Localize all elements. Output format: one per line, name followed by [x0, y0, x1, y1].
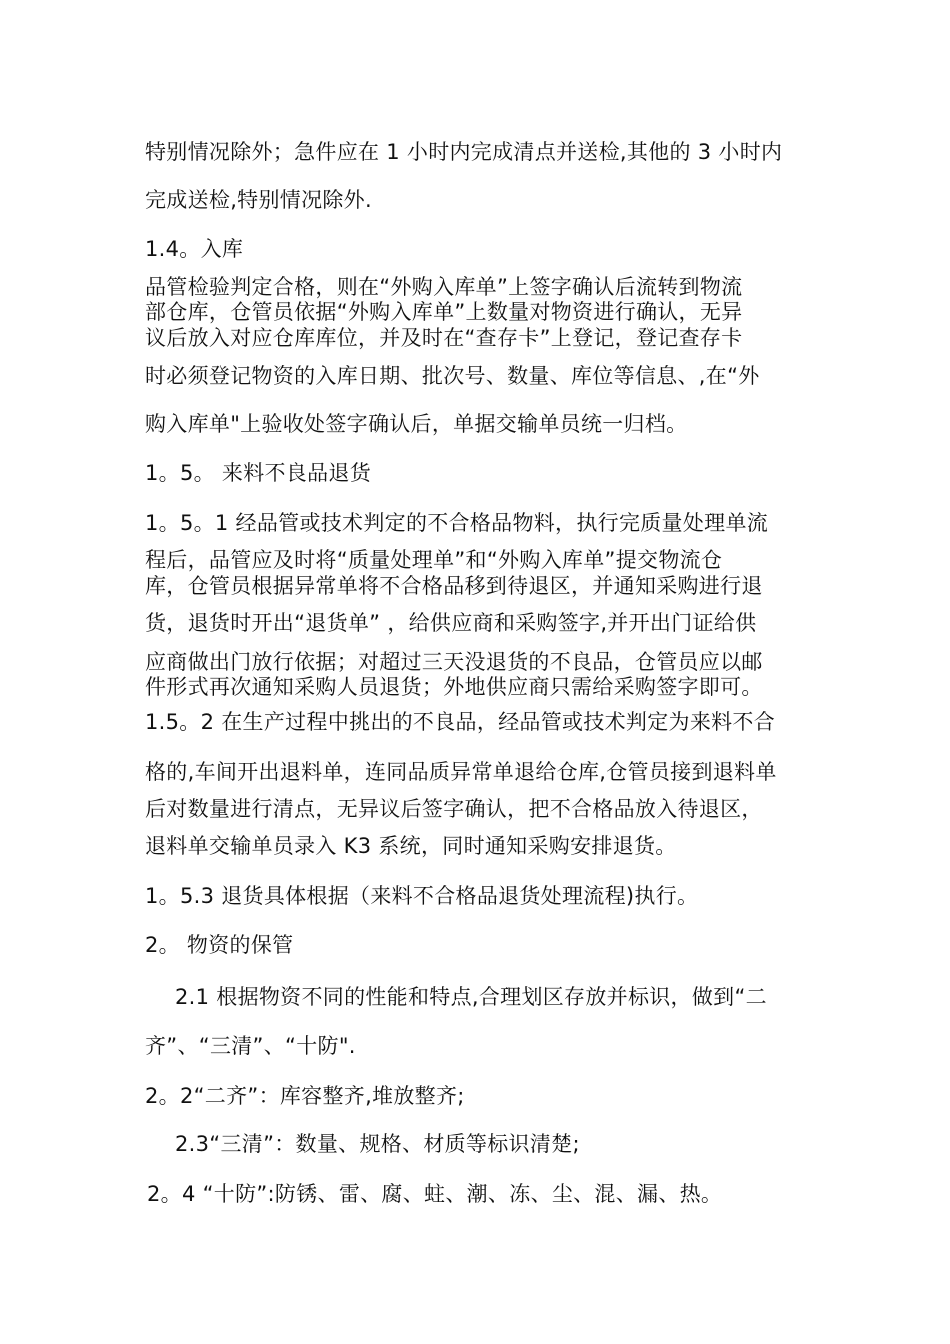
text-line-11: 程后，品管应及时将“质量处理单”和“外购入库单”提交物流仓 [145, 548, 723, 572]
text-line-17: 格的,车间开出退料单，连同品质异常单退给仓库,仓管员接到退料单 [145, 760, 777, 784]
text-line-13: 货，退货时开出“退货单” ，给供应商和采购签字,并开出门证给供 [145, 611, 757, 635]
text-line-18: 后对数量进行清点，无异议后签字确认，把不合格品放入待退区， [145, 797, 763, 821]
text-line-6: 议后放入对应仓库库位，并及时在“查存卡”上登记，登记查存卡 [145, 326, 743, 350]
text-line-22: 2.1 根据物资不同的性能和特点,合理划区存放并标识，做到“二 [175, 985, 767, 1009]
text-line-25: 2.3“三清”：数量、规格、材质等标识清楚; [175, 1132, 580, 1156]
text-line-2: 完成送检,特别情况除外. [145, 188, 372, 212]
text-line-24: 2。2“二齐”：库容整齐,堆放整齐; [145, 1084, 465, 1108]
text-line-10: 1。5。1 经品管或技术判定的不合格品物料，执行完质量处理单流 [145, 511, 769, 535]
text-line-4: 品管检验判定合格，则在“外购入库单”上签字确认后流转到物流 [145, 275, 743, 299]
text-line-16: 1.5。2 在生产过程中挑出的不良品，经品管或技术判定为来料不合 [145, 710, 776, 734]
text-line-23: 齐”、“三清”、“十防". [145, 1034, 356, 1058]
text-line-19: 退料单交输单员录入 K3 系统，同时通知采购安排退货。 [145, 834, 677, 858]
text-line-5: 部仓库，仓管员依据“外购入库单”上数量对物资进行确认，无异 [145, 300, 743, 324]
text-line-8: 购入库单"上验收处签字确认后，单据交输单员统一归档。 [145, 412, 688, 436]
section-heading-2: 2。 物资的保管 [145, 933, 294, 957]
section-heading-1-5: 1。5。 来料不良品退货 [145, 461, 371, 485]
text-line-7: 时必须登记物资的入库日期、批次号、数量、库位等信息、,在“外 [145, 364, 760, 388]
text-line-20: 1。5.3 退货具体根据（来料不合格品退货处理流程)执行。 [145, 884, 699, 908]
text-line-12: 库，仓管员根据异常单将不合格品移到待退区，并通知采购进行退 [145, 574, 763, 598]
text-line-14: 应商做出门放行依据；对超过三天没退货的不良品，仓管员应以邮 [145, 650, 763, 674]
section-heading-1-4: 1.4。入库 [145, 237, 244, 261]
text-line-26: 2。4 “十防”:防锈、雷、腐、蛀、潮、冻、尘、混、漏、热。 [147, 1182, 723, 1206]
text-line-15: 件形式再次通知采购人员退货；外地供应商只需给采购签字即可。 [145, 675, 763, 699]
text-line-1: 特别情况除外；急件应在 1 小时内完成清点并送检,其他的 3 小时内 [145, 140, 783, 164]
